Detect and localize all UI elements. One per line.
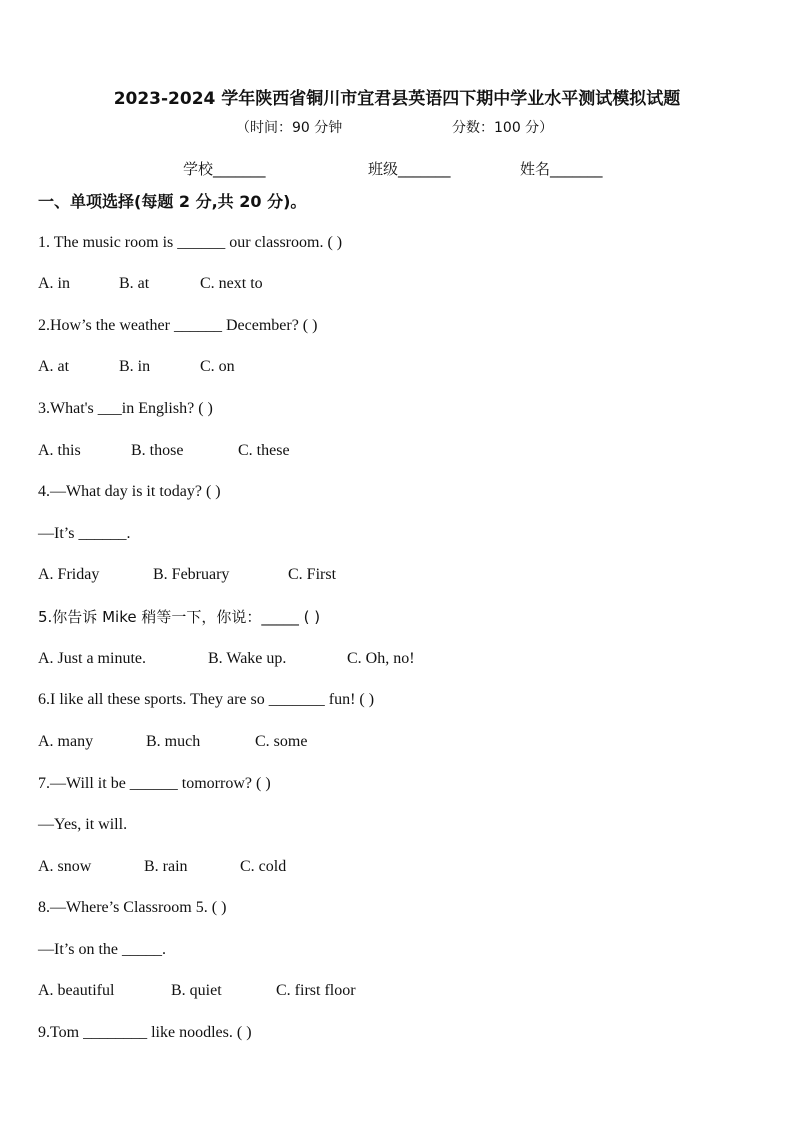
option-c[interactable]: C. Oh, no! [347, 650, 415, 667]
school-field[interactable]: 学校_______ [183, 160, 266, 178]
question-8: 8.—Where’s Classroom 5. ( ) [38, 899, 227, 916]
option-c[interactable]: C. cold [240, 858, 287, 875]
question-3: 3.What's ___in English? ( ) [38, 400, 213, 417]
question-7: 7.—Will it be ______ tomorrow? ( ) [38, 775, 271, 792]
question-8-response: —It’s on the _____. [38, 941, 166, 958]
option-a[interactable]: A. beautiful [38, 982, 115, 999]
question-3-options [38, 440, 290, 462]
question-2-options [38, 356, 235, 378]
option-a[interactable]: A. in [38, 275, 70, 292]
question-4-options [38, 564, 336, 586]
question-6-options [38, 731, 307, 753]
option-a[interactable]: A. snow [38, 858, 92, 875]
question-5: 5.你告诉 Mike 稍等一下，你说：_____ ( ) [38, 608, 321, 626]
question-6: 6.I like all these sports. They are so _______ fun! ( ) [38, 691, 375, 708]
option-c[interactable]: C. First [288, 566, 337, 583]
option-c[interactable]: C. on [200, 358, 235, 375]
option-a[interactable]: A. many [38, 733, 94, 750]
option-b[interactable]: B. in [119, 358, 151, 375]
option-a[interactable]: A. Just a minute. [38, 650, 146, 667]
option-b[interactable]: B. those [131, 442, 184, 459]
option-b[interactable]: B. much [146, 733, 201, 750]
question-7-options [38, 856, 286, 878]
option-b[interactable]: B. rain [144, 858, 188, 875]
page-title: 2023-2024 学年陕西省铜川市宜君县英语四下期中学业水平测试模拟试题 [113, 89, 681, 109]
class-field[interactable]: 班级_______ [368, 160, 451, 178]
question-9: 9.Tom ________ like noodles. ( ) [38, 1024, 252, 1041]
question-2: 2.How’s the weather ______ December? ( ) [38, 317, 318, 334]
option-b[interactable]: B. at [119, 275, 150, 292]
question-5-options [38, 648, 415, 670]
question-4-response: —It’s ______. [38, 525, 131, 542]
question-7-response: —Yes, it will. [38, 816, 128, 833]
question-4: 4.—What day is it today? ( ) [38, 483, 221, 500]
option-b[interactable]: B. quiet [171, 982, 222, 999]
exam-score: 分数：100 分） [452, 120, 554, 136]
section-title: 一、单项选择(每题 2 分,共 20 分)。 [38, 192, 307, 211]
question-1-options [38, 273, 263, 295]
option-c[interactable]: C. first floor [276, 982, 356, 999]
option-a[interactable]: A. at [38, 358, 70, 375]
option-c[interactable]: C. these [238, 442, 290, 459]
option-b[interactable]: B. February [153, 566, 230, 583]
name-field[interactable]: 姓名_______ [520, 160, 603, 178]
option-c[interactable]: C. some [255, 733, 308, 750]
question-8-options [38, 980, 356, 1002]
option-a[interactable]: A. this [38, 442, 81, 459]
question-1: 1. The music room is ______ our classroom. ( ) [38, 234, 343, 251]
option-c[interactable]: C. next to [200, 275, 263, 292]
option-a[interactable]: A. Friday [38, 566, 100, 583]
exam-time: （时间：90 分钟 [236, 120, 343, 136]
option-b[interactable]: B. Wake up. [208, 650, 287, 667]
